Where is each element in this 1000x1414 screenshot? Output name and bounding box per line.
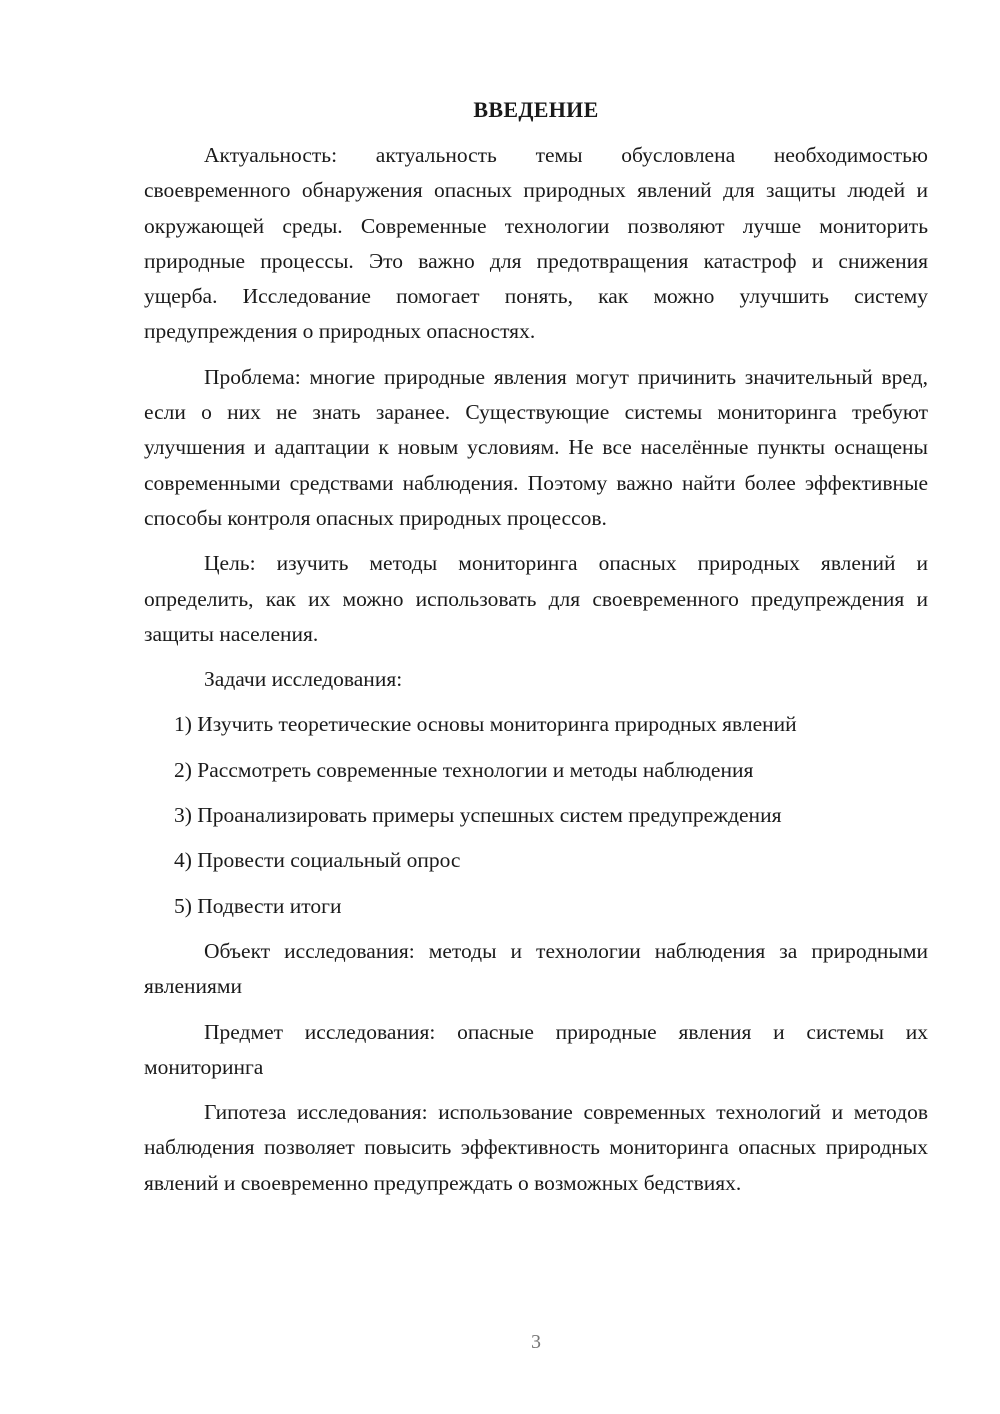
tasks-list xyxy=(144,707,928,923)
paragraph-tasks-heading: Задачи исследования: xyxy=(204,667,403,692)
list-item: 4) Провести социальный опрос xyxy=(174,848,461,873)
list-item: 1) Изучить теоретические основы мониторинга природных явлений xyxy=(174,712,797,737)
paragraph-problem: Проблема: многие природные явления могут причинить значительный вред, если о них не знать заранее. Существующие системы мониторинга требуют улучшения и адаптации к новым условиям. Не все населённые пункты оснащены современными средствами наблюдения. Поэтому важно найти более эффективные способы контроля опасных природных процессов. xyxy=(144,364,928,530)
list-item: 3) Проанализировать примеры успешных систем предупреждения xyxy=(174,803,782,828)
paragraph-hypothesis: Гипотеза исследования: использование современных технологий и методов наблюдения позволяет повысить эффективность мониторинга опасных природных явлений и своевременно предупреждать о возможных бедствиях. xyxy=(144,1100,928,1195)
paragraph-object: Объект исследования: методы и технологии наблюдения за природными явлениями xyxy=(144,938,928,999)
paragraph-goal: Цель: изучить методы мониторинга опасных природных явлений и определить, как их можно использовать для своевременного предупреждения и защиты населения. xyxy=(144,551,928,646)
document-page xyxy=(144,94,928,1211)
page-title: ВВЕДЕНИЕ xyxy=(473,97,599,122)
paragraph-subject: Предмет исследования: опасные природные явления и системы их мониторинга xyxy=(144,1019,928,1079)
paragraph-relevance: Актуальность: актуальность темы обусловлена необходимостью своевременного обнаружения опасных природных явлений для защиты людей и окружающей среды. Современные технологии позволяют лучше мониторить природные процессы. Это важно для предотвращения катастроф и снижения ущерба. Исследование помогает понять, как можно улучшить систему предупреждения о природных опасностях. xyxy=(144,143,928,344)
page-number: 3 xyxy=(531,1331,541,1353)
list-item: 2) Рассмотреть современные технологии и методы наблюдения xyxy=(174,757,754,782)
list-item: 5) Подвести итоги xyxy=(174,893,342,918)
